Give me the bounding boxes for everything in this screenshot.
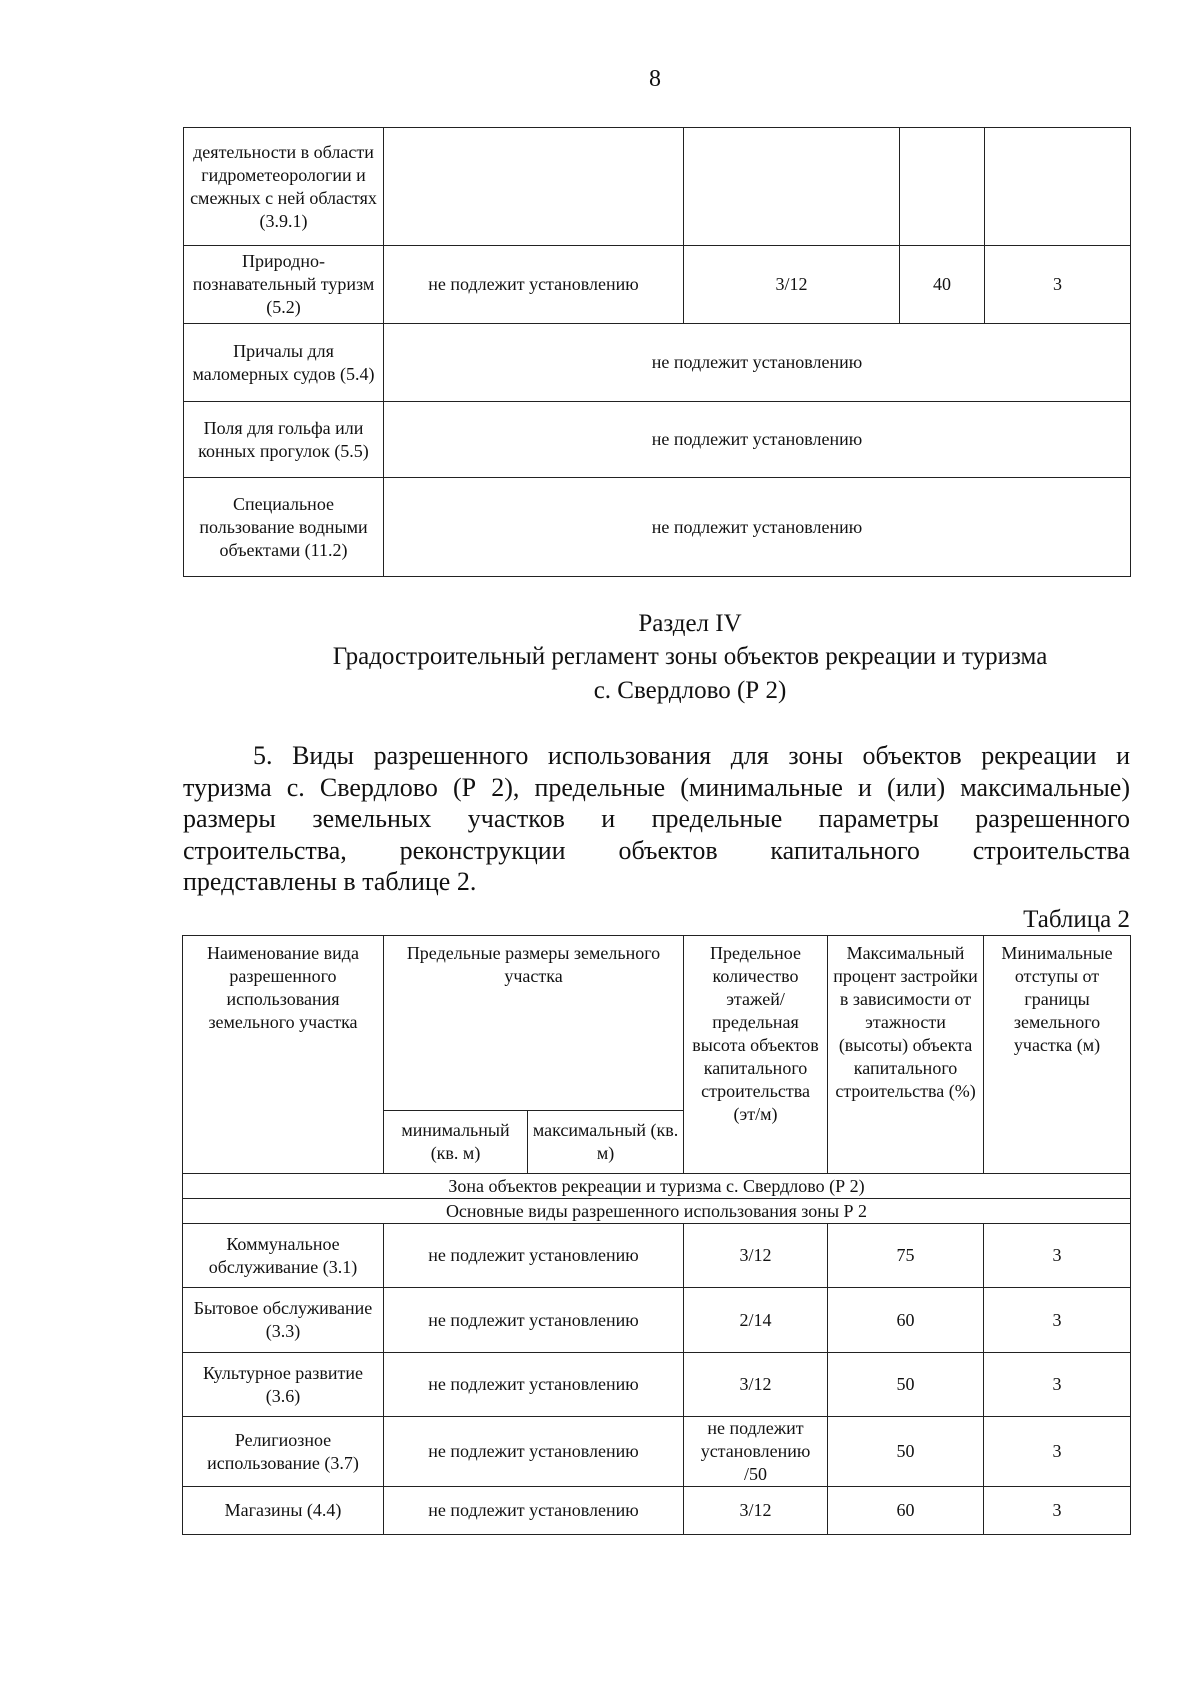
merged-cell: не подлежит установлению <box>384 478 1131 577</box>
table-row <box>184 128 1131 246</box>
table-row <box>184 324 1131 402</box>
use-name-cell: Коммунальное обслуживание (3.1) <box>183 1224 384 1288</box>
header-use-name: Наименование вида разрешенного использования земельного участка <box>183 936 384 1174</box>
table-row <box>184 478 1131 577</box>
use-name-cell: Специальное пользование водными объектами (11.2) <box>184 478 384 577</box>
paragraph-line: туризма с. Свердлово (Р 2), предельные (минимальные и (или) максимальные) <box>183 772 1130 802</box>
use-name-cell: Магазины (4.4) <box>183 1487 384 1535</box>
use-name-cell: Бытовое обслуживание (3.3) <box>183 1288 384 1353</box>
area-cell: не подлежит установлению <box>384 1487 684 1535</box>
subzone-title: Основные виды разрешенного использования зоны Р 2 <box>183 1199 1131 1224</box>
coverage-cell <box>900 128 985 246</box>
paragraph-5 <box>183 740 1130 898</box>
setback-cell: 3 <box>984 1288 1131 1353</box>
floors-cell: 3/12 <box>684 246 900 324</box>
floors-cell: 3/12 <box>684 1487 828 1535</box>
zone-title-row <box>183 1174 1131 1199</box>
section-title-line1: Градостроительный регламент зоны объектов рекреации и туризма <box>332 643 1048 670</box>
table-row <box>184 246 1131 324</box>
setback-cell: 3 <box>984 1353 1131 1417</box>
area-cell: не подлежит установлению <box>384 1288 684 1353</box>
use-name-cell: Причалы для маломерных судов (5.4) <box>184 324 384 402</box>
merged-cell: не подлежит установлению <box>384 324 1131 402</box>
floors-cell <box>684 128 900 246</box>
table-caption: Таблица 2 <box>1023 906 1130 933</box>
table-2 <box>182 935 1131 1535</box>
coverage-cell: 50 <box>828 1417 984 1487</box>
setback-cell <box>985 128 1131 246</box>
coverage-cell: 50 <box>828 1353 984 1417</box>
table-row <box>183 1224 1131 1288</box>
section-title-line2: с. Свердлово (Р 2) <box>593 677 787 704</box>
header-floors: Предельное количество этажей/ предельная высота объектов капитального строительства (эт/м) <box>684 936 828 1174</box>
page-number: 8 <box>649 66 661 92</box>
floors-cell: 3/12 <box>684 1353 828 1417</box>
table-row <box>184 402 1131 478</box>
header-plot-sizes: Предельные размеры земельного участка <box>384 936 684 1111</box>
header-min: минимальный (кв. м) <box>384 1111 528 1174</box>
area-cell <box>384 128 684 246</box>
area-cell: не подлежит установлению <box>384 1224 684 1288</box>
table-row <box>183 1353 1131 1417</box>
table-row <box>183 1487 1131 1535</box>
use-name-cell: Религиозное использование (3.7) <box>183 1417 384 1487</box>
table-header-row <box>183 936 1131 1111</box>
setback-cell: 3 <box>984 1224 1131 1288</box>
coverage-cell: 75 <box>828 1224 984 1288</box>
use-name-cell: Культурное развитие (3.6) <box>183 1353 384 1417</box>
subzone-title-row <box>183 1199 1131 1224</box>
paragraph-line: представлены в таблице 2. <box>183 867 477 896</box>
setback-cell: 3 <box>985 246 1131 324</box>
section-number: Раздел IV <box>638 610 742 637</box>
table-continuation <box>183 127 1131 577</box>
header-max: максимальный (кв. м) <box>528 1111 684 1174</box>
coverage-cell: 60 <box>828 1288 984 1353</box>
header-setback: Минимальные отступы от границы земельного участка (м) <box>984 936 1131 1174</box>
setback-cell: 3 <box>984 1417 1131 1487</box>
area-cell: не подлежит установлению <box>384 1353 684 1417</box>
table-row <box>183 1288 1131 1353</box>
use-name-cell: Природно-познавательный туризм (5.2) <box>184 246 384 324</box>
paragraph-line: размеры земельных участков и предельные параметры разрешенного <box>183 804 1130 833</box>
header-coverage: Максимальный процент застройки в зависимости от этажности (высоты) объекта капитального строительства (%) <box>828 936 984 1174</box>
floors-cell: не подлежит установлению /50 <box>684 1417 828 1487</box>
floors-cell: 3/12 <box>684 1224 828 1288</box>
area-cell: не подлежит установлению <box>384 246 684 324</box>
merged-cell: не подлежит установлению <box>384 402 1131 478</box>
coverage-cell: 40 <box>900 246 985 324</box>
paragraph-line: строительства, реконструкции объектов капитального строительства <box>183 835 1130 865</box>
paragraph-line: 5. Виды разрешенного использования для зоны объектов рекреации и <box>253 741 1130 770</box>
area-cell: не подлежит установлению <box>384 1417 684 1487</box>
coverage-cell: 60 <box>828 1487 984 1535</box>
floors-cell: 2/14 <box>684 1288 828 1353</box>
use-name-cell: деятельности в области гидрометеорологии и смежных с ней областях (3.9.1) <box>184 128 384 246</box>
table-row <box>183 1417 1131 1487</box>
zone-title: Зона объектов рекреации и туризма с. Свердлово (Р 2) <box>183 1174 1131 1199</box>
setback-cell: 3 <box>984 1487 1131 1535</box>
use-name-cell: Поля для гольфа или конных прогулок (5.5) <box>184 402 384 478</box>
